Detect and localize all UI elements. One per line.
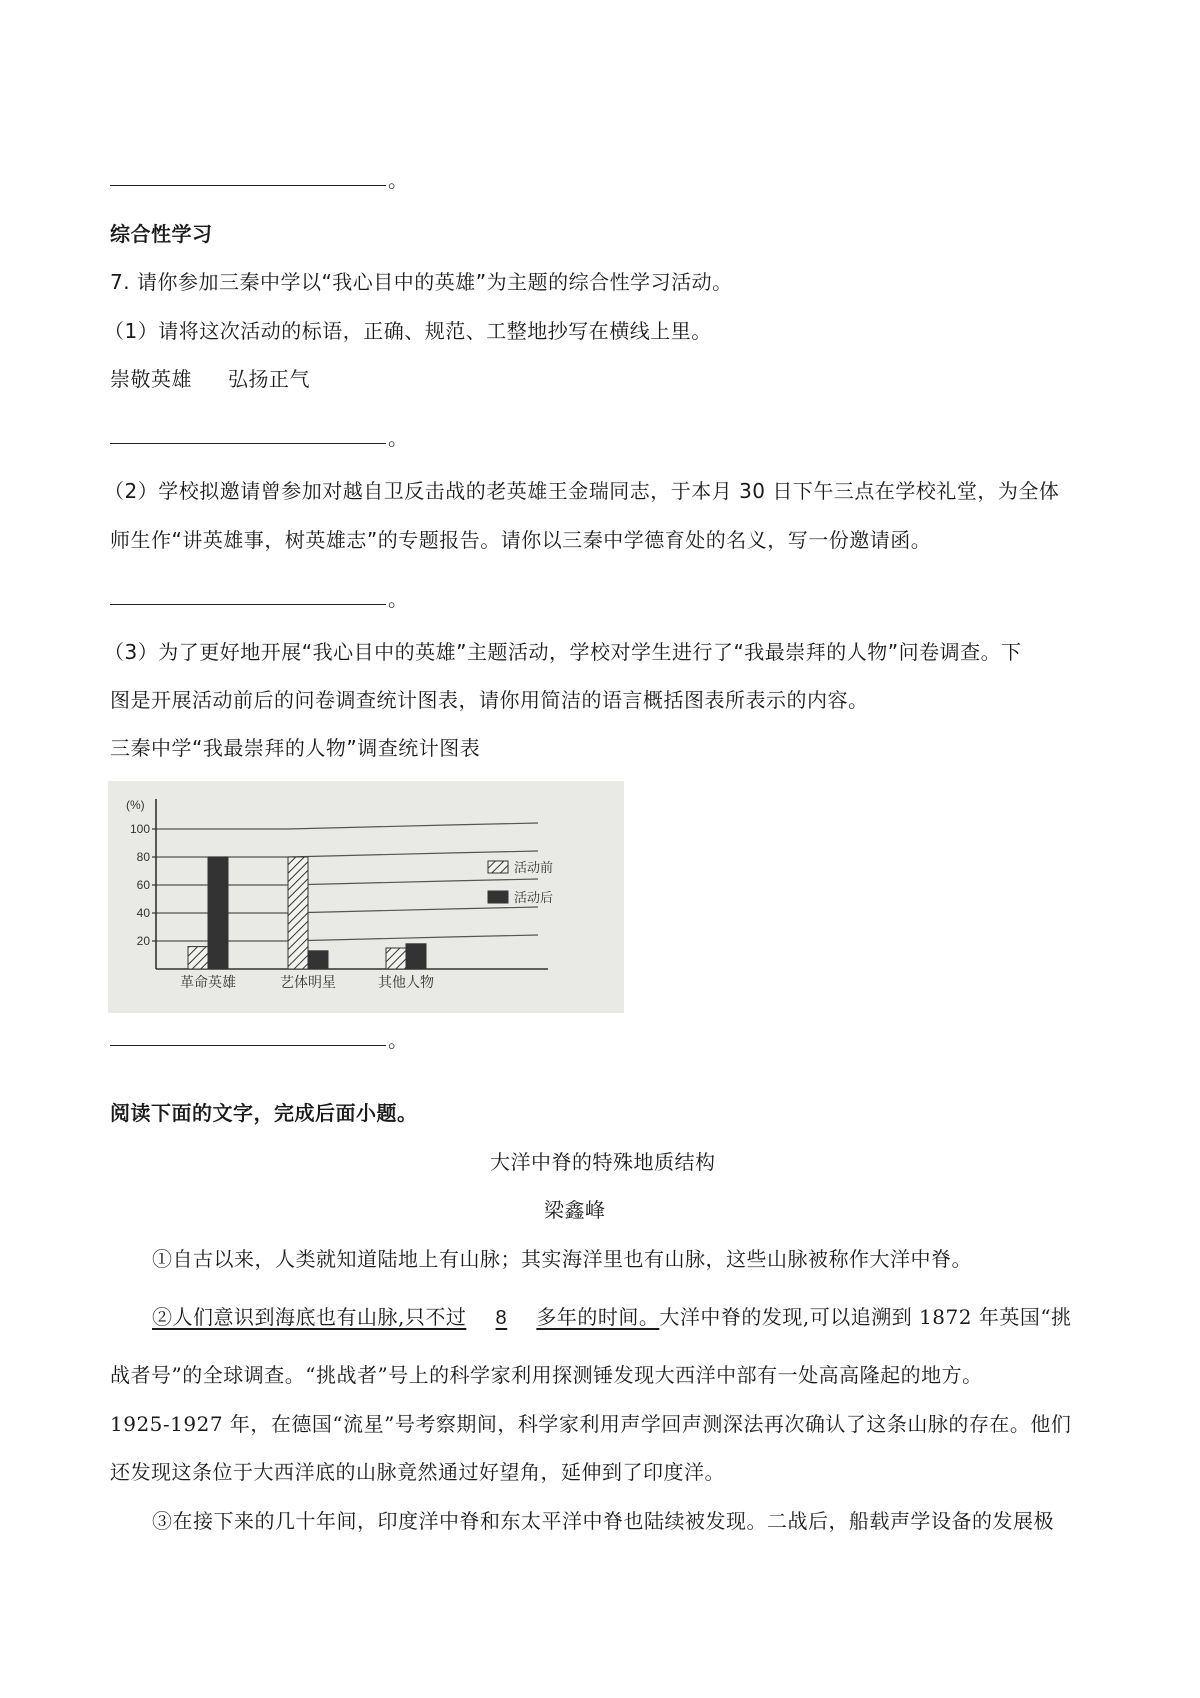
survey-bar-chart <box>108 781 624 1013</box>
bar-after <box>208 857 228 969</box>
bar-before <box>386 948 406 969</box>
gridline <box>288 853 448 857</box>
question-7-part2-line1: （2）学校拟邀请曾参加对越自卫反击战的老英雄王金瑞同志，于本月 30 日下午三点在学校礼堂，为全体 <box>104 479 1060 503</box>
question-7-part2-line2: 师生作“讲英雄事，树英雄志”的专题报告。请你以三秦中学德育处的名义，写一份邀请函。 <box>110 528 932 552</box>
gridline <box>448 907 538 909</box>
gridline <box>448 851 538 853</box>
blank-answer: 8 <box>495 1307 508 1329</box>
gridline <box>448 823 538 825</box>
bar-after <box>308 951 328 969</box>
chart-caption: 三秦中学“我最崇拜的人物”调查统计图表 <box>110 736 481 760</box>
gridline <box>288 881 448 885</box>
section-title: 综合性学习 <box>110 222 213 246</box>
slogan-text-b: 弘扬正气 <box>228 367 310 391</box>
reading-instruction: 阅读下面的文字，完成后面小题。 <box>110 1101 418 1125</box>
question-7-part3-line1: （3）为了更好地开展“我心目中的英雄”主题活动，学校对学生进行了“我最崇拜的人物”问卷调查。下 <box>104 640 1022 664</box>
reading-author: 梁鑫峰 <box>544 1198 606 1222</box>
question-7-part1-prompt: （1）请将这次活动的标语，正确、规范、工整地抄写在横线上里。 <box>104 319 712 343</box>
answer-period: 。 <box>388 426 408 450</box>
paragraph-2-rest: 大洋中脊的发现,可以追溯到 1872 年英国“挑 <box>659 1305 1072 1329</box>
legend-label: 活动后 <box>514 891 554 906</box>
question-7-part3-line2: 图是开展活动前后的问卷调查统计图表，请你用简洁的语言概括图表所表示的内容。 <box>110 688 869 712</box>
answer-period: 。 <box>388 168 408 192</box>
y-tick-label: 60 <box>136 878 150 892</box>
legend-swatch-after <box>488 891 508 903</box>
x-category-label: 革命英雄 <box>180 975 236 991</box>
bar-before <box>188 947 208 969</box>
gridline <box>288 909 448 913</box>
gridline <box>288 937 448 941</box>
y-tick-label: 80 <box>136 850 150 864</box>
underlined-sentence-part-b: 多年的时间。 <box>536 1305 660 1329</box>
fill-in-blank <box>466 1308 536 1328</box>
y-axis-unit: (%) <box>126 798 145 812</box>
x-category-label: 其他人物 <box>378 975 434 991</box>
gridline <box>448 879 538 881</box>
answer-line-part3[interactable] <box>110 1045 386 1046</box>
x-category-label: 艺体明星 <box>280 975 336 991</box>
slogan-text-a: 崇敬英雄 <box>110 367 192 391</box>
paragraph-2-line3: 1925-1927 年，在德国“流星”号考察期间，科学家利用声学回声测深法再次确认了这条山脉的存在。他们 <box>110 1412 1072 1436</box>
paragraph-2-line4: 还发现这条位于大西洋底的山脉竟然通过好望角，延伸到了印度洋。 <box>110 1460 725 1484</box>
y-tick-label: 20 <box>136 934 150 948</box>
underlined-sentence-part-a: ②人们意识到海底也有山脉,只不过 <box>152 1305 467 1329</box>
bar-after <box>406 944 426 969</box>
gridline <box>288 825 448 829</box>
paragraph-2-line2: 战者号”的全球调查。“挑战者”号上的科学家利用探测锤发现大西洋中部有一处高高隆起的地方。 <box>110 1363 983 1387</box>
question-7-stem: 7. 请你参加三秦中学以“我心目中的英雄”为主题的综合性学习活动。 <box>110 270 733 294</box>
paragraph-2-line1 <box>152 1307 1072 1328</box>
y-tick-label: 40 <box>136 906 150 920</box>
y-tick-label: 100 <box>129 822 150 836</box>
answer-line-part1[interactable] <box>110 443 386 444</box>
paragraph-3-line1: ③在接下来的几十年间，印度洋中脊和东太平洋中脊也陆续被发现。二战后，船载声学设备的发展极 <box>152 1509 1054 1533</box>
answer-period: 。 <box>388 1028 408 1052</box>
legend-label: 活动前 <box>514 861 554 876</box>
answer-line-top[interactable] <box>110 185 386 186</box>
paragraph-1: ①自古以来，人类就知道陆地上有山脉；其实海洋里也有山脉，这些山脉被称作大洋中脊。 <box>152 1247 972 1271</box>
reading-title: 大洋中脊的特殊地质结构 <box>490 1150 716 1174</box>
answer-line-part2[interactable] <box>110 604 386 605</box>
survey-chart <box>108 781 624 1013</box>
gridline <box>448 935 538 937</box>
bar-before <box>288 857 308 969</box>
legend-swatch-before <box>488 861 508 873</box>
answer-period: 。 <box>388 587 408 611</box>
